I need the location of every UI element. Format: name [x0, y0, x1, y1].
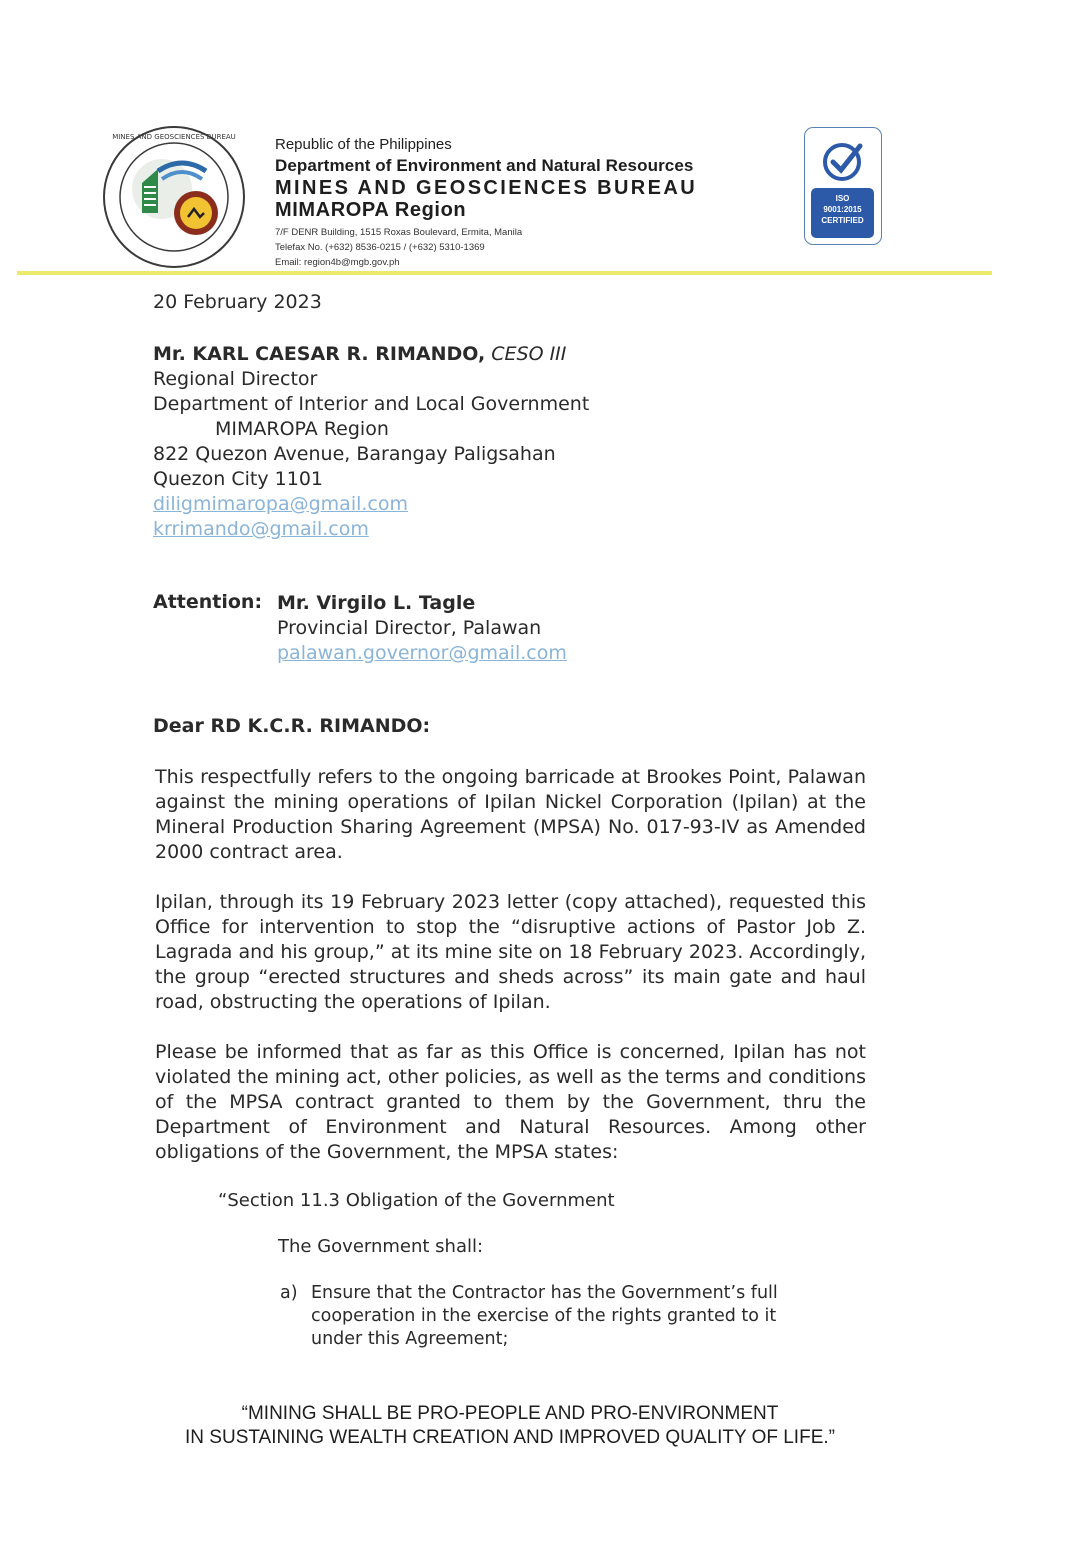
section-heading: “Section 11.3 Obligation of the Government [218, 1190, 615, 1211]
attention-label: Attention: [153, 591, 263, 613]
recipient-block [153, 342, 589, 542]
recipient-title: Regional Director [153, 368, 318, 390]
item-a-text: Ensure that the Contractor has the Government’s full cooperation in the exercise of the rights granted to it under this Agreement; [311, 1283, 778, 1349]
letterhead [275, 135, 697, 270]
letterhead-region: MIMAROPA Region [275, 199, 467, 221]
recipient-city: Quezon City 1101 [153, 468, 323, 490]
recipient-email-1[interactable]: diligmimaropa@gmail.com [153, 493, 409, 515]
salutation: Dear RD K.C.R. RIMANDO: [153, 715, 431, 737]
body-paragraph-3: Please be informed that as far as this Office is concerned, Ipilan has not violated the mining act, other policies, as well as the terms and conditions of the MPSA contract granted to them by the Government, thru the Department of Environment and Natural Resources. Among other obligations of the Government, the MPSA states: [155, 1041, 866, 1163]
letterhead-department: Department of Environment and Natural Resources [275, 156, 694, 175]
check-icon [818, 136, 868, 186]
recipient-street: 822 Quezon Avenue, Barangay Paligsahan [153, 443, 556, 465]
body-paragraph-2: Ipilan, through its 19 February 2023 letter (copy attached), requested this Office for intervention to stop the “disruptive actions of Pastor Job Z. Lagrada and his group,” at its mine site on 18 February 2023. Accordingly, the group “erected structures and sheds across” its main gate and haul road, obstructing the operations of Ipilan. [155, 891, 866, 1013]
svg-text:MINES AND GEOSCIENCES BUREAU: MINES AND GEOSCIENCES BUREAU [112, 133, 236, 141]
header-divider [17, 271, 992, 275]
iso-text-1: ISO [835, 194, 850, 203]
motto-line-2: IN SUSTAINING WEALTH CREATION AND IMPROVED QUALITY OF LIFE.” [185, 1427, 835, 1448]
recipient-region: MIMAROPA Region [215, 418, 389, 440]
iso-label [811, 188, 874, 238]
iso-text-3: CERTIFIED [821, 216, 864, 225]
letterhead-email: Email: region4b@mgb.gov.ph [275, 257, 400, 268]
obligation-item-a [280, 1282, 810, 1351]
letterhead-bureau: MINES AND GEOSCIENCES BUREAU [275, 177, 698, 199]
attention-email[interactable]: palawan.governor@gmail.com [277, 642, 567, 664]
recipient-name: Mr. KARL CAESAR R. RIMANDO, [153, 343, 486, 365]
attention-title: Provincial Director, Palawan [277, 617, 542, 639]
letterhead-address: 7/F DENR Building, 1515 Roxas Boulevard, Ermita, Manila [275, 227, 523, 238]
motto-line-1: “MINING SHALL BE PRO-PEOPLE AND PRO-ENVIRONMENT [241, 1403, 779, 1424]
recipient-suffix: CESO III [491, 343, 567, 365]
section-intro: The Government shall: [278, 1236, 484, 1257]
iso-certification-badge [804, 127, 882, 245]
mgb-seal-logo [102, 125, 246, 269]
attention-block [277, 591, 567, 666]
letterhead-republic: Republic of the Philippines [275, 136, 452, 153]
attention-name: Mr. Virgilo L. Tagle [277, 592, 476, 614]
recipient-office: Department of Interior and Local Government [153, 393, 590, 415]
letterhead-telefax: Telefax No. (+632) 8536-0215 / (+632) 5310-1369 [275, 242, 485, 253]
footer-motto [120, 1402, 900, 1450]
body-paragraph-1: This respectfully refers to the ongoing barricade at Brookes Point, Palawan against the mining operations of Ipilan Nickel Corporation (Ipilan) at the Mineral Production Sharing Agreement (MPSA) No. 017-93-IV as Amended 2000 contract area. [155, 766, 866, 863]
item-a-label: a) [280, 1283, 298, 1303]
letter-date: 20 February 2023 [153, 291, 322, 313]
iso-text-2: 9001:2015 [823, 205, 862, 214]
recipient-email-2[interactable]: krrimando@gmail.com [153, 518, 369, 540]
